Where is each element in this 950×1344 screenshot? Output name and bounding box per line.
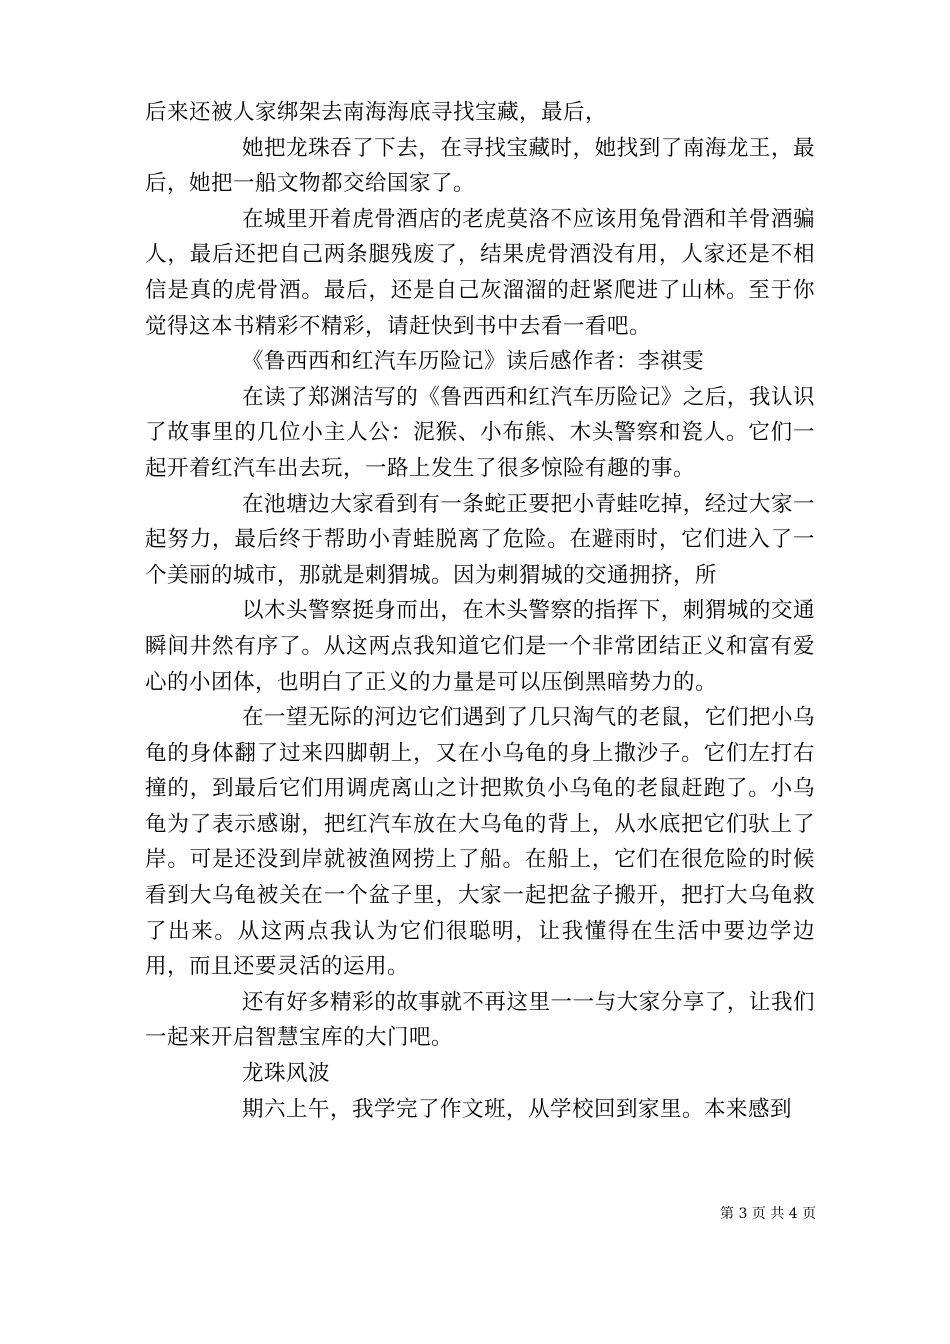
essay-title: 龙珠风波 [242, 1061, 331, 1087]
paragraph: 后来还被人家绑架去南海海底寻找宝藏，最后， [145, 100, 608, 125]
paragraph: 在城里开着虎骨酒店的老虎莫洛不应该用兔骨酒和羊骨酒骗人，最后还把自己两条腿残废了，结果虎骨酒没有用，人家还是不相信是真的虎骨酒。最后，还是自己灰溜溜的赶紧爬进了山林。至于你觉得这本书精彩不精彩，请赶快到书中去看一看吧。 [145, 206, 815, 339]
body-text [145, 95, 815, 1127]
paragraph: 在池塘边大家看到有一条蛇正要把小青蛙吃掉，经过大家一起努力，最后终于帮助小青蛙脱离了危险。在避雨时，它们进入了一个美丽的城市，那就是刺猬城。因为刺猬城的交通拥挤，所 [145, 491, 815, 588]
paragraph: 以木头警察挺身而出，在木头警察的指挥下，刺猬城的交通瞬间井然有序了。从这两点我知道它们是一个非常团结正义和富有爱心的小团体，也明白了正义的力量是可以压倒黑暗势力的。 [145, 598, 815, 695]
paragraph: 在读了郑渊洁写的《鲁西西和红汽车历险记》之后，我认识了故事里的几位小主人公：泥猴、小布熊、木头警察和瓷人。它们一起开着红汽车出去玩，一路上发生了很多惊险有趣的事。 [145, 384, 815, 481]
paragraph: 在一望无际的河边它们遇到了几只淘气的老鼠，它们把小乌龟的身体翻了过来四脚朝上，又在小乌龟的身上撒沙子。它们左打右撞的，到最后它们用调虎离山之计把欺负小乌龟的老鼠赶跑了。小乌龟为了表示感谢，把红汽车放在大乌龟的背上，从水底把它们驮上了岸。可是还没到岸就被渔网捞上了船。在船上，它们在很危险的时候看到大乌龟被关在一个盆子里，大家一起把盆子搬开，把打大乌龟救了出来。从这两点我认为它们很聪明，让我懂得在生活中要边学边用，而且还要灵活的运用。 [145, 705, 815, 980]
paragraph: 期六上午，我学完了作文班，从学校回到家里。本来感到 [242, 1096, 793, 1122]
page-number-footer: 第 3 页 共 4 页 [720, 1206, 817, 1222]
essay-title: 《鲁西西和红汽车历险记》读后感作者：李祺雯 [242, 349, 705, 375]
paragraph: 还有好多精彩的故事就不再这里一一与大家分享了，让我们一起来开启智慧宝库的大门吧。 [145, 989, 815, 1051]
paragraph: 她把龙珠吞了下去，在寻找宝藏时，她找到了南海龙王，最后，她把一船文物都交给国家了。 [145, 135, 815, 197]
